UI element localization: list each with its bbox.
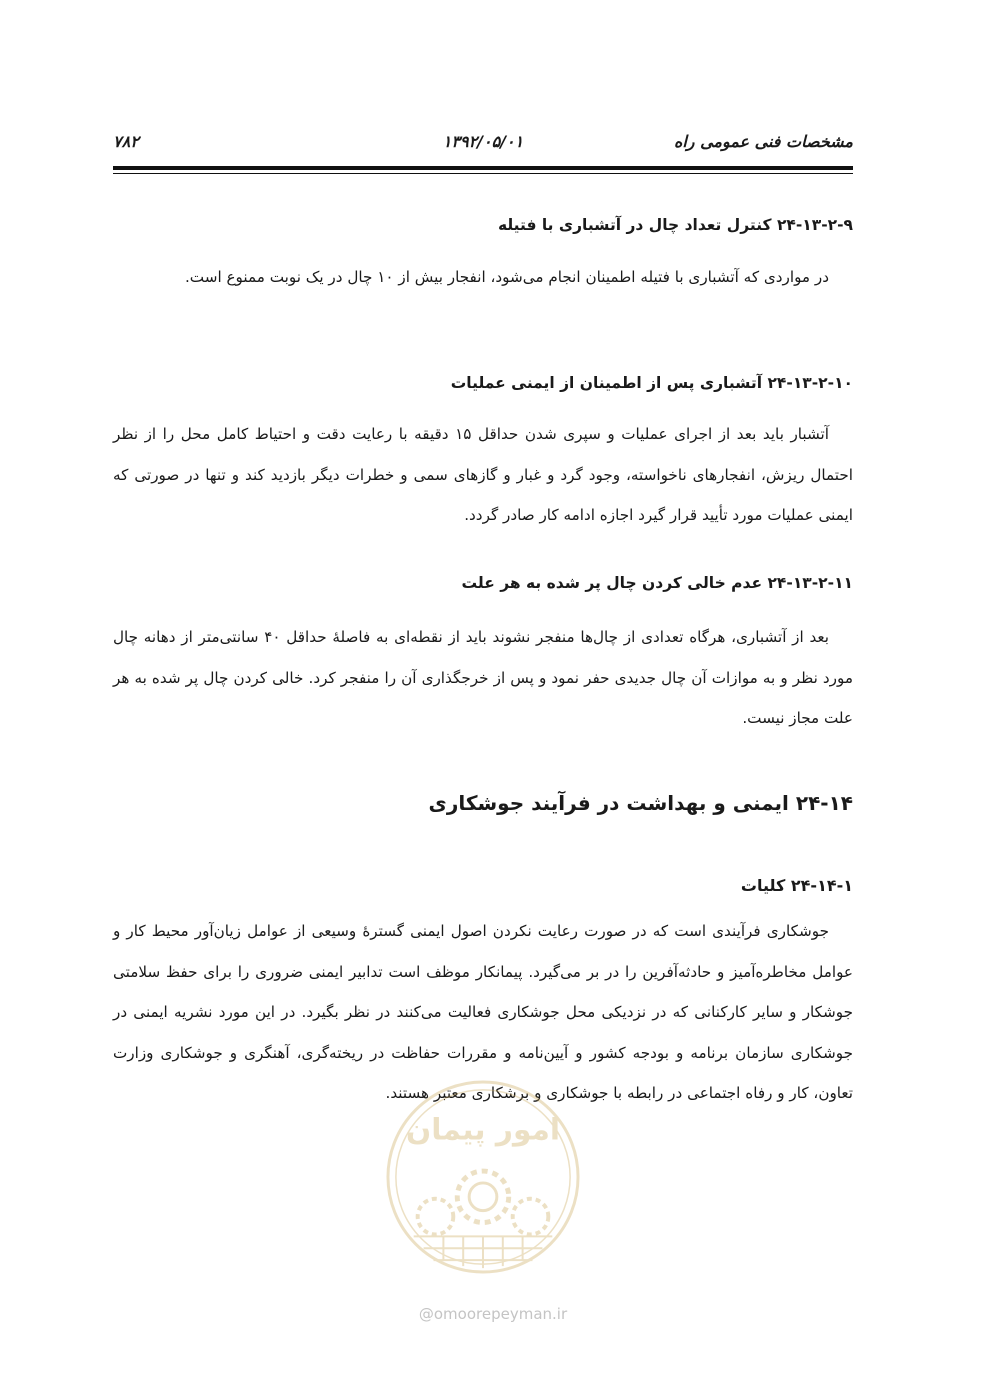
- general-text: جوشکاری فرآیندی است که در صورت رعایت نکردن اصول ایمنی گسترهٔ وسیعی از عوامل زیان‌آور محیط کار و عوامل مخاطره‌آمیز و حادثه‌آفرین را در بر می‌گیرد. پیمانکار موظف است تدابیر ایمنی ضروری را برای حفظ سلامتی جوشکار و سایر کارکنانی که در نزدیکی محل جوشکاری فعالیت می‌کنند در نظر بگیرد. در این مورد نشریه ایمنی در جوشکاری سازمان برنامه و بودجه کشور و آیین‌نامه و مقررات حفاظت در ریخته‌گری، آهنگری و جوشکاری وزارت تعاون، کار و رفاه اجتماعی در رابطه با جوشکاری و برشکاری معتبر هستند.: [113, 922, 853, 1102]
- header-rule-thick: [113, 166, 853, 170]
- book-title: مشخصات فنی عمومی راه: [673, 132, 853, 151]
- subsection-heading-9: ۲۴-۱۳-۲-۹ کنترل تعداد چال در آتشباری با فتیله: [497, 216, 853, 234]
- subsection-text-11: بعد از آتشباری، هرگاه تعدادی از چال‌ها منفجر نشوند باید از نقطه‌ای به فاصلهٔ حداقل ۴۰ سانتی‌متر از دهانه چال مورد نظر و به موازات آن چال جدیدی حفر نمود و پس از خرجگذاری آن را منفجر کرد. خالی کردن چال پر شده به هر علت مجاز نیست.: [113, 628, 853, 727]
- subsection-heading-24-14-1: ۲۴-۱۴-۱ کلیات: [740, 876, 853, 895]
- watermark-site: @omoorepeyman.ir: [418, 1305, 568, 1323]
- watermark-logo: [384, 1078, 582, 1276]
- page-number: ۷۸۲: [113, 132, 139, 151]
- subsection-text-9: در مواردی که آتشباری با فتیله اطمینان انجام می‌شود، انفجار بیش از ۱۰ چال در یک نوبت ممنوع است.: [184, 268, 829, 286]
- subsection-heading-11: ۲۴-۱۳-۲-۱۱ عدم خالی کردن چال پر شده به هر علت: [461, 574, 853, 592]
- header-rule-thin: [113, 173, 853, 174]
- subsection-text-10: آتشبار باید بعد از اجرای عملیات و سپری شدن حداقل ۱۵ دقیقه با رعایت دقت و احتیاط کامل محل را از نظر احتمال ریزش، انفجارهای ناخواسته، وجود گرد و غبار و گازهای سمی و خطرات دیگر بازدید کند و تنها در صورتی که ایمنی عملیات مورد تأیید قرار گیرد اجازه ادامه کار صادر گردد.: [113, 425, 853, 524]
- page-date: ۱۳۹۲/۰۵/۰۱: [442, 132, 524, 151]
- section-heading-24-14: ۲۴-۱۴ ایمنی و بهداشت در فرآیند جوشکاری: [428, 791, 853, 815]
- subsection-heading-10: ۲۴-۱۳-۲-۱۰ آتشباری پس از اطمینان از ایمنی عملیات: [450, 374, 853, 392]
- watermark-logo-text: امور پیمان: [405, 1112, 561, 1148]
- page-header: [113, 132, 853, 156]
